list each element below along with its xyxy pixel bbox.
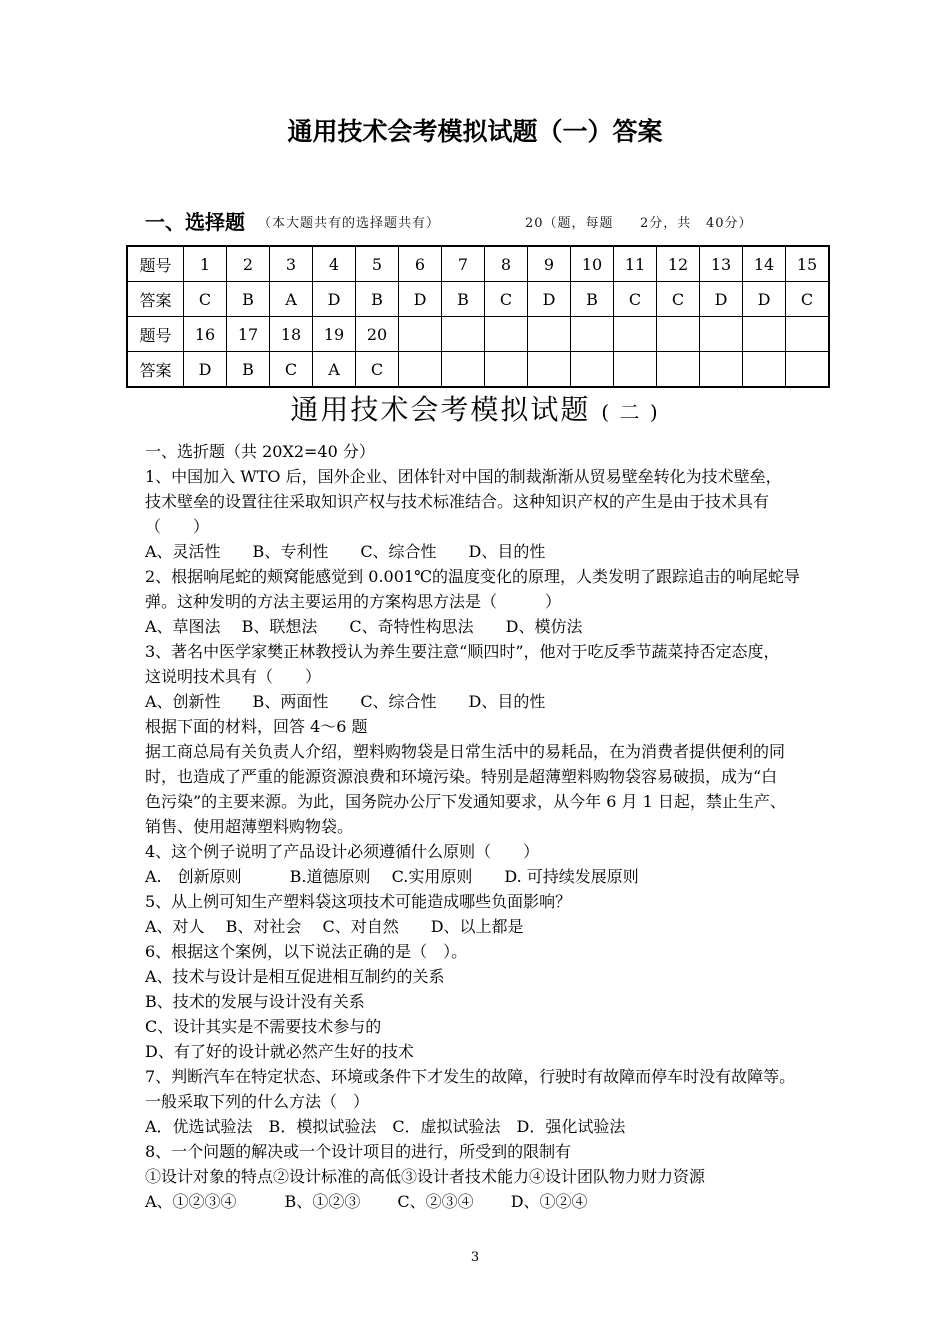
- question-line: 8、一个问题的解决或一个设计项目的进行，所受到的限制有: [145, 1142, 572, 1161]
- question-line: B、技术的发展与设计没有关系: [145, 992, 365, 1011]
- table-cell: B: [356, 282, 399, 317]
- table-cell: 1: [184, 246, 227, 282]
- table-cell: 2: [227, 246, 270, 282]
- table-cell: [571, 317, 614, 352]
- page-number: 3: [470, 1250, 480, 1265]
- section-count: 20（题，每题: [525, 216, 614, 231]
- question-line: 1、中国加入 WTO 后，国外企业、团体针对中国的制裁渐渐从贸易壁垒转化为技术壁垒，: [145, 467, 782, 486]
- table-cell: [485, 317, 528, 352]
- question-line: 色污染”的主要来源。为此，国务院办公厅下发通知要求，从今年 6 月 1 日起，禁止生产、: [145, 792, 786, 811]
- table-cell: D: [313, 282, 356, 317]
- table-cell: C: [614, 282, 657, 317]
- table-cell: A: [313, 352, 356, 388]
- table-cell: 5: [356, 246, 399, 282]
- table-cell: D: [700, 282, 743, 317]
- table-cell: [786, 317, 830, 352]
- exam-title: [0, 388, 950, 428]
- question-line: 弹。这种发明的方法主要运用的方案构思方法是（ ）: [145, 592, 562, 611]
- table-cell: 11: [614, 246, 657, 282]
- question-line: 销售、使用超薄塑料购物袋。: [145, 817, 354, 836]
- table-cell: 19: [313, 317, 356, 352]
- table-cell: 7: [442, 246, 485, 282]
- table-cell: C: [270, 352, 313, 388]
- table-cell: D: [399, 282, 442, 317]
- question-line: 技术壁垒的设置往往采取知识产权与技术标准结合。这种知识产权的产生是由于技术具有: [145, 492, 770, 511]
- table-cell: [657, 317, 700, 352]
- question-line: 5、从上例可知生产塑料袋这项技术可能造成哪些负面影响？: [145, 892, 572, 911]
- question-line: 一、选折题（共 20X2=40 分）: [145, 442, 375, 461]
- table-cell: C: [657, 282, 700, 317]
- question-line: A、①②③④ B、①②③ C、②③④ D、①②④: [145, 1192, 588, 1211]
- table-cell: 20: [356, 317, 399, 352]
- table-cell: A: [270, 282, 313, 317]
- question-line: 时，也造成了严重的能源资源浪费和环境污染。特别是超薄塑料购物袋容易破损，成为“白: [145, 767, 778, 786]
- question-line: C、设计其实是不需要技术参与的: [145, 1017, 382, 1036]
- section-points-total: 40分）: [706, 216, 753, 231]
- question-line: A、对人 B、对社会 C、对自然 D、以上都是: [145, 917, 524, 936]
- table-cell: B: [227, 282, 270, 317]
- question-line: A．优选试验法 B．模拟试验法 C．虚拟试验法 D．强化试验法: [145, 1117, 626, 1136]
- table-cell: C: [184, 282, 227, 317]
- question-line: 4、这个例子说明了产品设计必须遵循什么原则（ ）: [145, 842, 540, 861]
- question-line: 3、著名中医学家樊正林教授认为养生要注意“顺四时”，他对于吃反季节蔬菜持否定态度，: [145, 642, 780, 661]
- table-row: [127, 282, 829, 317]
- table-cell: B: [227, 352, 270, 388]
- question-line: A、草图法 B、联想法 C、奇特性构思法 D、模仿法: [145, 617, 583, 636]
- table-cell: 8: [485, 246, 528, 282]
- table-cell: 4: [313, 246, 356, 282]
- table-row: [127, 352, 829, 388]
- question-line: A、技术与设计是相互促进相互制约的关系: [145, 967, 445, 986]
- table-cell: 12: [657, 246, 700, 282]
- table-cell: [528, 317, 571, 352]
- exam-title-main: 通用技术会考模拟试题: [290, 393, 591, 426]
- table-cell: [700, 352, 743, 388]
- table-cell: 9: [528, 246, 571, 282]
- exam-title-sub: ( 二 ): [601, 400, 660, 424]
- table-cell: [485, 352, 528, 388]
- table-cell: [442, 317, 485, 352]
- answer-title: 通用技术会考模拟试题（一）答案: [287, 117, 663, 146]
- table-cell: D: [184, 352, 227, 388]
- table-row: [127, 317, 829, 352]
- table-cell: 14: [743, 246, 786, 282]
- table-cell: C: [485, 282, 528, 317]
- table-row-header: 答案: [127, 352, 184, 388]
- table-cell: [700, 317, 743, 352]
- table-cell: [657, 352, 700, 388]
- question-line: A、创新性 B、两面性 C、综合性 D、目的性: [145, 692, 546, 711]
- table-cell: 17: [227, 317, 270, 352]
- table-cell: D: [528, 282, 571, 317]
- table-cell: [528, 352, 571, 388]
- table-cell: 3: [270, 246, 313, 282]
- answer-table: [126, 245, 830, 388]
- question-line: 2、根据响尾蛇的颊窝能感觉到 0.001℃的温度变化的原理，人类发明了跟踪追击的响尾蛇导: [145, 567, 800, 586]
- table-row: [127, 246, 829, 282]
- table-row-header: 答案: [127, 282, 184, 317]
- question-line: 这说明技术具有（ ）: [145, 667, 322, 686]
- table-cell: 15: [786, 246, 830, 282]
- table-cell: [743, 352, 786, 388]
- table-cell: B: [571, 282, 614, 317]
- table-cell: [442, 352, 485, 388]
- question-line: （ ）: [145, 517, 210, 536]
- table-cell: 13: [700, 246, 743, 282]
- question-line: ①设计对象的特点②设计标准的高低③设计者技术能力④设计团队物力财力资源: [145, 1167, 706, 1186]
- section-note: （本大题共有的选择题共有）: [258, 216, 441, 231]
- table-cell: B: [442, 282, 485, 317]
- table-cell: [614, 352, 657, 388]
- table-cell: 6: [399, 246, 442, 282]
- table-cell: 10: [571, 246, 614, 282]
- table-cell: C: [356, 352, 399, 388]
- question-line: A、灵活性 B、专利性 C、综合性 D、目的性: [145, 542, 546, 561]
- table-cell: D: [743, 282, 786, 317]
- table-cell: 18: [270, 317, 313, 352]
- question-line: A. 创新原则 B.道德原则 C.实用原则 D. 可持续发展原则: [145, 867, 639, 886]
- table-cell: 16: [184, 317, 227, 352]
- table-cell: C: [786, 282, 830, 317]
- question-line: 据工商总局有关负责人介绍，塑料购物袋是日常生活中的易耗品，在为消费者提供便利的同: [145, 742, 786, 761]
- table-cell: [614, 317, 657, 352]
- table-cell: [786, 352, 830, 388]
- section-heading-choice: 一、选择题: [145, 210, 245, 234]
- question-line: 根据下面的材料，回答 4～6 题: [145, 717, 368, 736]
- table-row-header: 题号: [127, 317, 184, 352]
- question-line: 6、根据这个案例，以下说法正确的是（ ）。: [145, 942, 468, 961]
- table-row-header: 题号: [127, 246, 184, 282]
- table-cell: [399, 352, 442, 388]
- question-line: 一般采取下列的什么方法（ ）: [145, 1092, 370, 1111]
- section-points-each: 2分，共: [640, 216, 692, 231]
- table-cell: [743, 317, 786, 352]
- table-cell: [571, 352, 614, 388]
- table-cell: [399, 317, 442, 352]
- question-line: 7、判断汽车在特定状态、环境或条件下才发生的故障，行驶时有故障而停车时没有故障等。: [145, 1067, 796, 1086]
- question-line: D、有了好的设计就必然产生好的技术: [145, 1042, 414, 1061]
